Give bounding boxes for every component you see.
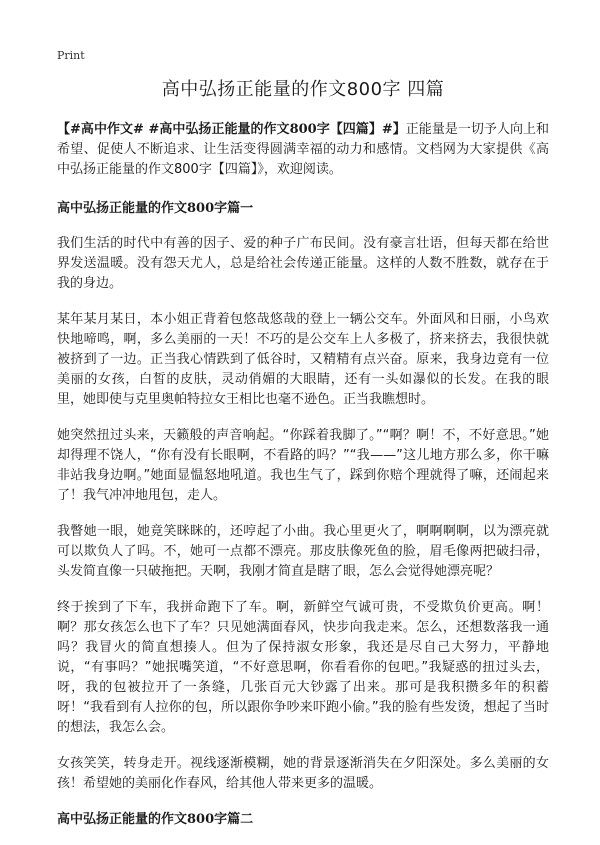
paragraph: 某年某月某日，本小姐正背着包悠哉悠哉的登上一辆公交车。外面风和日丽，小鸟欢快地啼鸣，啊，多么美丽的一天！不巧的是公交车上人多极了，挤来挤去，我很快就被挤到了一边。正当我心情跌到了低谷时，又精精有点兴奋。原来，我身边竟有一位美丽的女孩，白皙的皮肤，灵动俏媚的大眼睛，还有一头如瀑似的长发。在我的眼里，她即使与克里奥帕特拉女王相比也毫不逊色。正当我瞧想时。 <box>57 312 549 407</box>
paragraph: 我瞥她一眼，她竟笑眯眯的，还哼起了小曲。我心里更火了，啊啊啊啊，以为漂亮就可以欺负人了吗。不，她可一点都不漂亮。那皮肤像死鱼的脸，眉毛像两把破扫帚，头发简直像一只破拖把。天啊，我刚才简直是瞎了眼，怎么会觉得她漂亮呢？ <box>57 524 549 579</box>
document-page <box>57 76 549 845</box>
paragraph: 她突然扭过头来，天籁般的声音响起。“你踩着我脚了。”“啊？啊！不，不好意思。”她却得理不饶人，“你有没有长眼啊，不看路的吗？”“我——”这儿地方那么多，你干嘛非站我身边啊。”她面显愠怒地吼道。我也生气了，踩到你赔个理就得了嘛，还闹起来了！我气冲冲地甩包，走人。 <box>57 428 549 503</box>
intro-tag: 【#高中作文# #高中弘扬正能量的作文800字【四篇】#】 <box>57 122 406 137</box>
paragraph: 女孩笑笑，转身走开。视线逐渐模糊，她的背景逐渐消失在夕阳深处。多么美丽的女孩！希望她的美丽化作春风，给其他人带来更多的温暖。 <box>57 756 549 791</box>
paragraph: 终于挨到了下车，我拼命跑下了车。啊，新鲜空气诚可贵，不受欺负价更高。啊！啊？那女孩怎么也下了车？只见她满面春风，快步向我走来。怎么，还想数落我一通吗？我冒火的简直想揍人。但为了保持淑女形象，我还是尽自己大努力，平静地说，“有事吗？”她抿嘴笑道，“不好意思啊，你看看你的包吧。”我疑惑的扭过头去，呀，我的包被拉开了一条缝，几张百元大钞露了出来。那可是我积攒多年的积蓄呀！“我看到有人拉你的包，所以跟你争吵来吓跑小偷。”我的脸有些发烫，想起了当时的想法，我怎么会。 <box>57 600 549 735</box>
intro-paragraph <box>57 120 549 180</box>
page-title: 高中弘扬正能量的作文800字 四篇 <box>161 79 445 100</box>
paragraph: 我们生活的时代中有善的因子、爱的种子广布民间。没有豪言壮语，但每天都在给世界发送温暖。没有怨天尤人，总是给社会传递正能量。这样的人数不胜数，就存在于我的身边。 <box>57 236 549 291</box>
intro-text: 正能量是一切予人向上和希望、促使人不断追求、让生活变得圆满幸福的动力和感情。文档网为大家提供《高中弘扬正能量的作文800字【四篇】》，欢迎阅读。 <box>57 122 549 177</box>
print-label: Print <box>57 49 85 62</box>
section-heading-1: 高中弘扬正能量的作文800字篇一 <box>57 201 254 216</box>
section-heading-2: 高中弘扬正能量的作文800字篇二 <box>57 812 254 827</box>
